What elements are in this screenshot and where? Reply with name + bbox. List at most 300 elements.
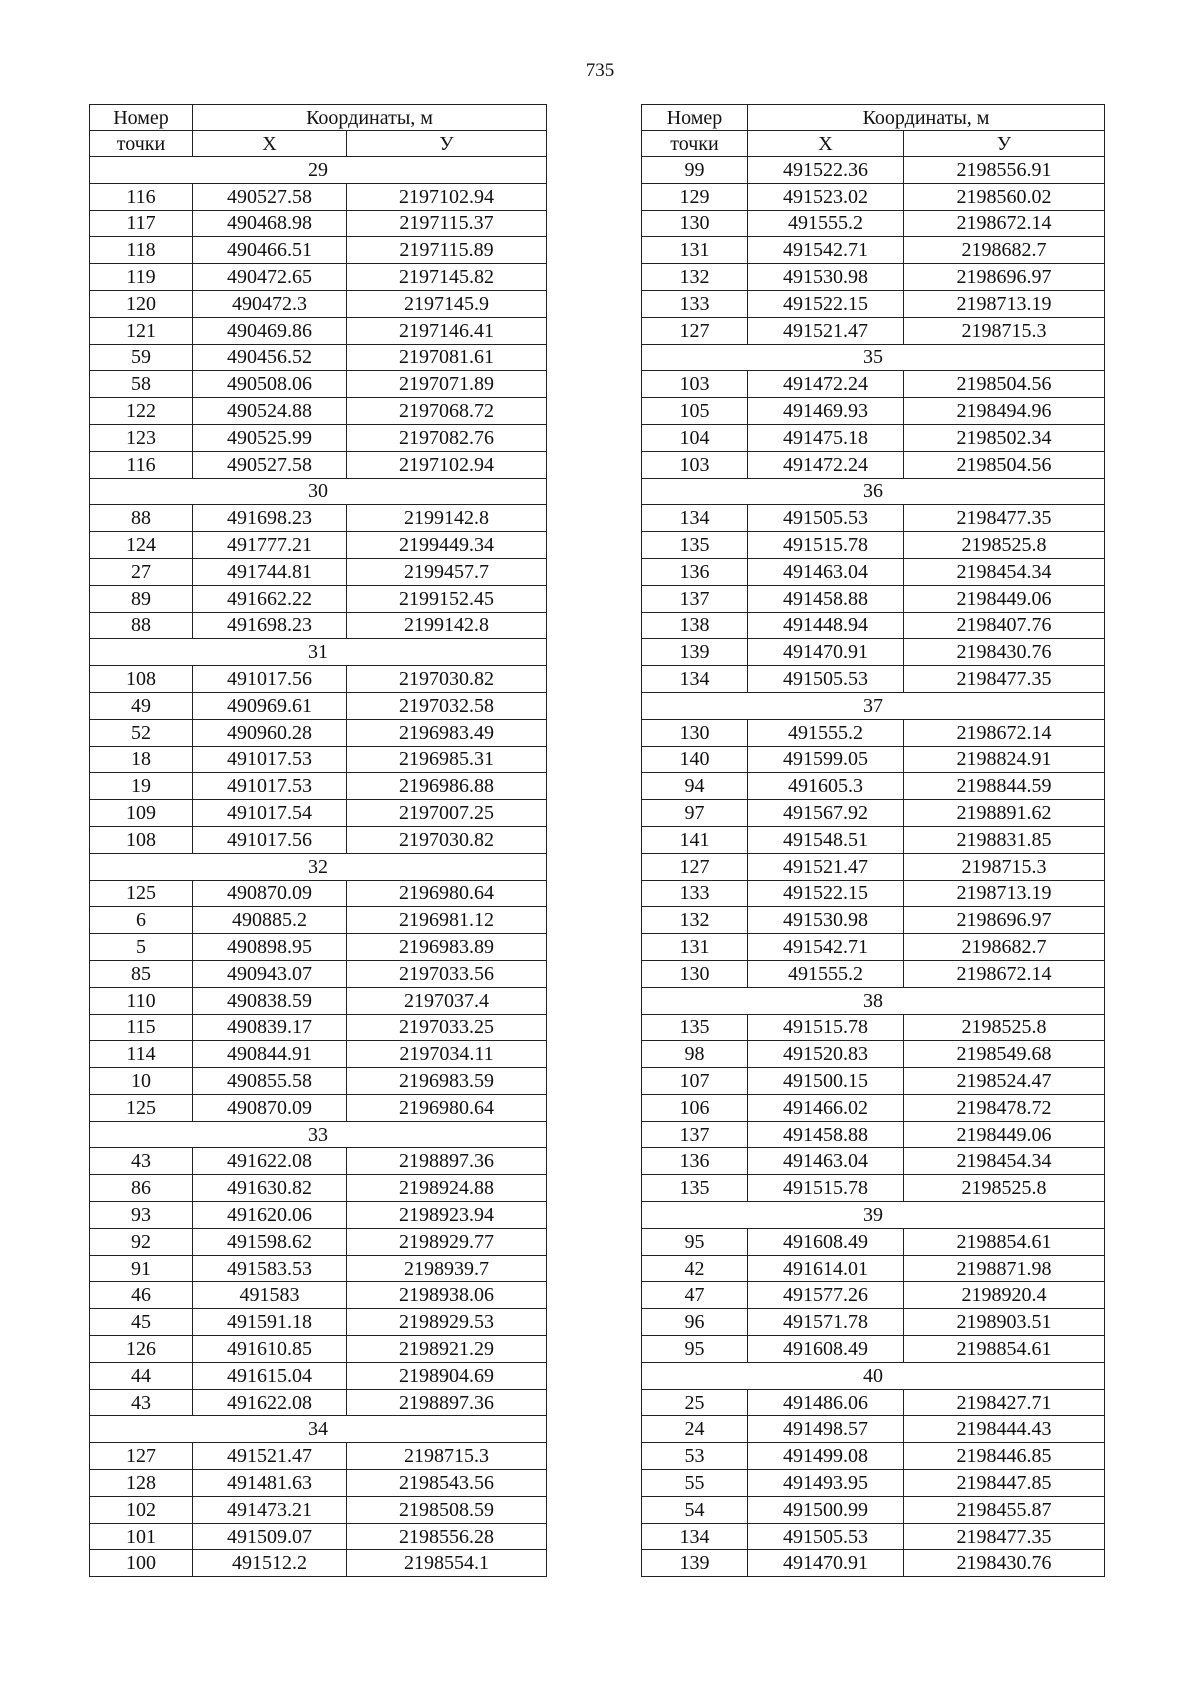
- point-number: 95: [642, 1336, 748, 1363]
- x-coordinate: 491515.78: [748, 1175, 904, 1202]
- x-coordinate: 491017.53: [193, 773, 347, 800]
- group-number: 31: [90, 639, 547, 666]
- y-coordinate: 2197145.82: [347, 264, 547, 291]
- x-coordinate: 491610.85: [193, 1336, 347, 1363]
- point-number: 89: [90, 585, 193, 612]
- x-coordinate: 490870.09: [193, 1094, 347, 1121]
- y-coordinate: 2199142.8: [347, 505, 547, 532]
- point-number: 93: [90, 1202, 193, 1229]
- table-row: [90, 1389, 547, 1416]
- group-header-row: [642, 987, 1105, 1014]
- point-number: 59: [90, 344, 193, 371]
- point-number: 139: [642, 1550, 748, 1577]
- table-row: [90, 692, 547, 719]
- x-coordinate: 491555.2: [748, 210, 904, 237]
- point-number: 138: [642, 612, 748, 639]
- point-number: 103: [642, 371, 748, 398]
- x-coordinate: 491521.47: [748, 853, 904, 880]
- point-number: 125: [90, 880, 193, 907]
- group-header-row: [90, 639, 547, 666]
- table-row: [642, 237, 1105, 264]
- y-coordinate: 2198449.06: [904, 1121, 1105, 1148]
- x-coordinate: 490885.2: [193, 907, 347, 934]
- table-row: [642, 264, 1105, 291]
- table-row: [642, 1282, 1105, 1309]
- x-coordinate: 491542.71: [748, 934, 904, 961]
- x-coordinate: 491458.88: [748, 585, 904, 612]
- table-row: [90, 451, 547, 478]
- group-number: 40: [642, 1362, 1105, 1389]
- y-coordinate: 2198713.19: [904, 880, 1105, 907]
- table-row: [642, 1148, 1105, 1175]
- x-coordinate: 491571.78: [748, 1309, 904, 1336]
- point-number: 134: [642, 666, 748, 693]
- x-coordinate: 491475.18: [748, 424, 904, 451]
- y-coordinate: 2198672.14: [904, 960, 1105, 987]
- x-coordinate: 491744.81: [193, 558, 347, 585]
- y-coordinate: 2197082.76: [347, 424, 547, 451]
- coordinates-table-left: [89, 104, 547, 1577]
- point-number: 103: [642, 451, 748, 478]
- point-number: 107: [642, 1068, 748, 1095]
- point-number: 27: [90, 558, 193, 585]
- point-number: 137: [642, 1121, 748, 1148]
- y-coordinate: 2198525.8: [904, 532, 1105, 559]
- table-row: [90, 1496, 547, 1523]
- y-coordinate: 2198444.43: [904, 1416, 1105, 1443]
- y-coordinate: 2197068.72: [347, 398, 547, 425]
- y-header: У: [347, 131, 547, 157]
- y-coordinate: 2197034.11: [347, 1041, 547, 1068]
- coords-header: Координаты, м: [748, 105, 1105, 131]
- header-row: [642, 131, 1105, 157]
- y-coordinate: 2196983.89: [347, 934, 547, 961]
- table-row: [90, 264, 547, 291]
- point-number: 132: [642, 907, 748, 934]
- y-coordinate: 2198508.59: [347, 1496, 547, 1523]
- table-row: [642, 1068, 1105, 1095]
- y-coordinate: 2198923.94: [347, 1202, 547, 1229]
- point-number: 132: [642, 264, 748, 291]
- table-row: [642, 639, 1105, 666]
- table-row: [642, 826, 1105, 853]
- x-coordinate: 490943.07: [193, 960, 347, 987]
- coords-header: Координаты, м: [193, 105, 547, 131]
- group-header-row: [90, 157, 547, 184]
- point-header: Номер: [90, 105, 193, 131]
- table-row: [642, 290, 1105, 317]
- table-row: [642, 585, 1105, 612]
- y-coordinate: 2198525.8: [904, 1175, 1105, 1202]
- y-coordinate: 2198871.98: [904, 1255, 1105, 1282]
- y-coordinate: 2198682.7: [904, 934, 1105, 961]
- x-coordinate: 491493.95: [748, 1470, 904, 1497]
- table-row: [642, 1228, 1105, 1255]
- point-number: 52: [90, 719, 193, 746]
- point-number: 99: [642, 157, 748, 184]
- y-coordinate: 2196980.64: [347, 880, 547, 907]
- x-coordinate: 491555.2: [748, 960, 904, 987]
- point-number: 124: [90, 532, 193, 559]
- table-row: [90, 1282, 547, 1309]
- x-coordinate: 491591.18: [193, 1309, 347, 1336]
- table-row: [90, 1068, 547, 1095]
- x-coordinate: 490466.51: [193, 237, 347, 264]
- y-coordinate: 2198713.19: [904, 290, 1105, 317]
- point-number: 134: [642, 1523, 748, 1550]
- point-number: 137: [642, 585, 748, 612]
- x-coordinate: 490472.65: [193, 264, 347, 291]
- table-row: [642, 934, 1105, 961]
- header-row: [90, 105, 547, 131]
- y-coordinate: 2198549.68: [904, 1041, 1105, 1068]
- table-row: [90, 1470, 547, 1497]
- point-number: 117: [90, 210, 193, 237]
- x-coordinate: 490525.99: [193, 424, 347, 451]
- point-number: 135: [642, 1014, 748, 1041]
- x-coordinate: 491515.78: [748, 1014, 904, 1041]
- x-coordinate: 490838.59: [193, 987, 347, 1014]
- point-number: 129: [642, 183, 748, 210]
- point-number: 108: [90, 666, 193, 693]
- x-coordinate: 491520.83: [748, 1041, 904, 1068]
- table-row: [90, 290, 547, 317]
- y-coordinate: 2197115.37: [347, 210, 547, 237]
- table-row: [90, 1175, 547, 1202]
- x-header: Х: [748, 131, 904, 157]
- table-row: [642, 398, 1105, 425]
- table-row: [90, 1550, 547, 1577]
- point-number: 115: [90, 1014, 193, 1041]
- table-row: [642, 183, 1105, 210]
- y-coordinate: 2198554.1: [347, 1550, 547, 1577]
- x-coordinate: 491466.02: [748, 1094, 904, 1121]
- y-coordinate: 2198929.53: [347, 1309, 547, 1336]
- table-row: [642, 666, 1105, 693]
- y-coordinate: 2198504.56: [904, 371, 1105, 398]
- point-number: 88: [90, 505, 193, 532]
- y-coordinate: 2198556.28: [347, 1523, 547, 1550]
- table-row: [642, 1496, 1105, 1523]
- point-number: 101: [90, 1523, 193, 1550]
- y-coordinate: 2198494.96: [904, 398, 1105, 425]
- y-coordinate: 2198854.61: [904, 1336, 1105, 1363]
- point-number: 96: [642, 1309, 748, 1336]
- group-header-row: [90, 1416, 547, 1443]
- point-number: 45: [90, 1309, 193, 1336]
- point-number: 108: [90, 826, 193, 853]
- point-header: точки: [642, 131, 748, 157]
- table-row: [90, 424, 547, 451]
- table-row: [90, 800, 547, 827]
- y-coordinate: 2196983.49: [347, 719, 547, 746]
- y-coordinate: 2198715.3: [347, 1443, 547, 1470]
- y-coordinate: 2198920.4: [904, 1282, 1105, 1309]
- table-row: [642, 1523, 1105, 1550]
- y-coordinate: 2198715.3: [904, 853, 1105, 880]
- table-row: [90, 344, 547, 371]
- x-coordinate: 491523.02: [748, 183, 904, 210]
- x-coordinate: 490844.91: [193, 1041, 347, 1068]
- point-number: 97: [642, 800, 748, 827]
- x-coordinate: 491473.21: [193, 1496, 347, 1523]
- table-row: [642, 1443, 1105, 1470]
- point-number: 126: [90, 1336, 193, 1363]
- table-row: [642, 773, 1105, 800]
- point-number: 121: [90, 317, 193, 344]
- y-coordinate: 2196981.12: [347, 907, 547, 934]
- y-coordinate: 2197102.94: [347, 183, 547, 210]
- point-number: 110: [90, 987, 193, 1014]
- y-coordinate: 2198891.62: [904, 800, 1105, 827]
- x-coordinate: 491470.91: [748, 1550, 904, 1577]
- x-coordinate: 491698.23: [193, 612, 347, 639]
- x-coordinate: 491577.26: [748, 1282, 904, 1309]
- table-row: [642, 1389, 1105, 1416]
- point-number: 135: [642, 532, 748, 559]
- y-coordinate: 2198407.76: [904, 612, 1105, 639]
- table-row: [90, 585, 547, 612]
- point-number: 116: [90, 183, 193, 210]
- x-coordinate: 491522.15: [748, 880, 904, 907]
- y-coordinate: 2198430.76: [904, 639, 1105, 666]
- point-number: 24: [642, 1416, 748, 1443]
- table-row: [90, 987, 547, 1014]
- x-header: Х: [193, 131, 347, 157]
- y-coordinate: 2197071.89: [347, 371, 547, 398]
- point-number: 102: [90, 1496, 193, 1523]
- y-coordinate: 2197032.58: [347, 692, 547, 719]
- y-coordinate: 2197115.89: [347, 237, 547, 264]
- x-coordinate: 490456.52: [193, 344, 347, 371]
- y-coordinate: 2198696.97: [904, 907, 1105, 934]
- x-coordinate: 491463.04: [748, 1148, 904, 1175]
- x-coordinate: 491448.94: [748, 612, 904, 639]
- y-header: У: [904, 131, 1105, 157]
- y-coordinate: 2197037.4: [347, 987, 547, 1014]
- y-coordinate: 2196985.31: [347, 746, 547, 773]
- table-row: [90, 773, 547, 800]
- point-number: 95: [642, 1228, 748, 1255]
- table-row: [90, 1523, 547, 1550]
- x-coordinate: 490527.58: [193, 183, 347, 210]
- point-header: Номер: [642, 105, 748, 131]
- x-coordinate: 491017.53: [193, 746, 347, 773]
- table-row: [90, 1014, 547, 1041]
- x-coordinate: 491548.51: [748, 826, 904, 853]
- point-number: 136: [642, 1148, 748, 1175]
- y-coordinate: 2199449.34: [347, 532, 547, 559]
- point-number: 133: [642, 290, 748, 317]
- y-coordinate: 2198844.59: [904, 773, 1105, 800]
- table-row: [642, 800, 1105, 827]
- y-coordinate: 2199152.45: [347, 585, 547, 612]
- x-coordinate: 491583.53: [193, 1255, 347, 1282]
- y-coordinate: 2197030.82: [347, 666, 547, 693]
- y-coordinate: 2198696.97: [904, 264, 1105, 291]
- point-number: 42: [642, 1255, 748, 1282]
- y-coordinate: 2197102.94: [347, 451, 547, 478]
- y-coordinate: 2198455.87: [904, 1496, 1105, 1523]
- point-number: 114: [90, 1041, 193, 1068]
- x-coordinate: 491498.57: [748, 1416, 904, 1443]
- x-coordinate: 491530.98: [748, 907, 904, 934]
- point-number: 116: [90, 451, 193, 478]
- y-coordinate: 2197033.25: [347, 1014, 547, 1041]
- x-coordinate: 491662.22: [193, 585, 347, 612]
- table-row: [642, 1175, 1105, 1202]
- x-coordinate: 490839.17: [193, 1014, 347, 1041]
- point-number: 46: [90, 1282, 193, 1309]
- x-coordinate: 491630.82: [193, 1175, 347, 1202]
- x-coordinate: 491505.53: [748, 666, 904, 693]
- table-row: [642, 210, 1105, 237]
- table-row: [642, 1094, 1105, 1121]
- point-number: 86: [90, 1175, 193, 1202]
- table-row: [642, 371, 1105, 398]
- x-coordinate: 491522.36: [748, 157, 904, 184]
- point-number: 127: [642, 853, 748, 880]
- point-number: 122: [90, 398, 193, 425]
- table-row: [90, 1148, 547, 1175]
- y-coordinate: 2198560.02: [904, 183, 1105, 210]
- table-row: [90, 1443, 547, 1470]
- x-coordinate: 491500.99: [748, 1496, 904, 1523]
- page-number: 735: [585, 60, 615, 81]
- x-coordinate: 490468.98: [193, 210, 347, 237]
- table-row: [642, 960, 1105, 987]
- y-coordinate: 2198897.36: [347, 1389, 547, 1416]
- x-coordinate: 491530.98: [748, 264, 904, 291]
- x-coordinate: 491608.49: [748, 1228, 904, 1255]
- point-number: 109: [90, 800, 193, 827]
- table-row: [642, 612, 1105, 639]
- point-number: 55: [642, 1470, 748, 1497]
- point-number: 5: [90, 934, 193, 961]
- group-number: 39: [642, 1202, 1105, 1229]
- group-number: 37: [642, 692, 1105, 719]
- table-row: [90, 371, 547, 398]
- x-coordinate: 491555.2: [748, 719, 904, 746]
- table-row: [642, 746, 1105, 773]
- header-row: [642, 105, 1105, 131]
- x-coordinate: 491463.04: [748, 558, 904, 585]
- group-header-row: [642, 344, 1105, 371]
- coordinates-table-right: [641, 104, 1105, 1577]
- y-coordinate: 2196983.59: [347, 1068, 547, 1095]
- y-coordinate: 2198824.91: [904, 746, 1105, 773]
- x-coordinate: 491777.21: [193, 532, 347, 559]
- group-number: 36: [642, 478, 1105, 505]
- point-number: 130: [642, 960, 748, 987]
- y-coordinate: 2198929.77: [347, 1228, 547, 1255]
- table-row: [642, 1121, 1105, 1148]
- header-row: [90, 131, 547, 157]
- table-row: [90, 934, 547, 961]
- x-coordinate: 491472.24: [748, 451, 904, 478]
- group-number: 30: [90, 478, 547, 505]
- table-row: [90, 746, 547, 773]
- x-coordinate: 491481.63: [193, 1470, 347, 1497]
- x-coordinate: 491486.06: [748, 1389, 904, 1416]
- y-coordinate: 2198502.34: [904, 424, 1105, 451]
- point-number: 127: [642, 317, 748, 344]
- x-coordinate: 491522.15: [748, 290, 904, 317]
- point-number: 136: [642, 558, 748, 585]
- x-coordinate: 491567.92: [748, 800, 904, 827]
- point-number: 130: [642, 210, 748, 237]
- x-coordinate: 491598.62: [193, 1228, 347, 1255]
- point-number: 123: [90, 424, 193, 451]
- point-number: 141: [642, 826, 748, 853]
- table-row: [90, 1228, 547, 1255]
- y-coordinate: 2197007.25: [347, 800, 547, 827]
- table-row: [90, 1202, 547, 1229]
- x-coordinate: 491698.23: [193, 505, 347, 532]
- table-row: [642, 853, 1105, 880]
- table-row: [642, 505, 1105, 532]
- x-coordinate: 491521.47: [193, 1443, 347, 1470]
- table-row: [90, 317, 547, 344]
- y-coordinate: 2198939.7: [347, 1255, 547, 1282]
- point-number: 104: [642, 424, 748, 451]
- x-coordinate: 490472.3: [193, 290, 347, 317]
- group-header-row: [90, 478, 547, 505]
- point-number: 119: [90, 264, 193, 291]
- y-coordinate: 2198556.91: [904, 157, 1105, 184]
- x-coordinate: 490524.88: [193, 398, 347, 425]
- y-coordinate: 2198897.36: [347, 1148, 547, 1175]
- table-row: [90, 1094, 547, 1121]
- point-number: 100: [90, 1550, 193, 1577]
- table-row: [90, 532, 547, 559]
- table-row: [642, 1416, 1105, 1443]
- x-coordinate: 490469.86: [193, 317, 347, 344]
- group-header-row: [90, 1121, 547, 1148]
- table-row: [642, 1550, 1105, 1577]
- point-number: 18: [90, 746, 193, 773]
- y-coordinate: 2197146.41: [347, 317, 547, 344]
- y-coordinate: 2197033.56: [347, 960, 547, 987]
- point-number: 94: [642, 773, 748, 800]
- point-number: 44: [90, 1362, 193, 1389]
- y-coordinate: 2199457.7: [347, 558, 547, 585]
- y-coordinate: 2198477.35: [904, 1523, 1105, 1550]
- table-row: [90, 960, 547, 987]
- point-number: 6: [90, 907, 193, 934]
- point-number: 140: [642, 746, 748, 773]
- y-coordinate: 2198831.85: [904, 826, 1105, 853]
- group-number: 32: [90, 853, 547, 880]
- point-number: 92: [90, 1228, 193, 1255]
- table-row: [90, 826, 547, 853]
- table-row: [90, 1336, 547, 1363]
- group-header-row: [642, 692, 1105, 719]
- x-coordinate: 490969.61: [193, 692, 347, 719]
- group-header-row: [642, 478, 1105, 505]
- table-row: [90, 1309, 547, 1336]
- table-row: [90, 666, 547, 693]
- point-number: 131: [642, 237, 748, 264]
- point-number: 53: [642, 1443, 748, 1470]
- y-coordinate: 2197145.9: [347, 290, 547, 317]
- y-coordinate: 2198446.85: [904, 1443, 1105, 1470]
- point-number: 131: [642, 934, 748, 961]
- point-number: 47: [642, 1282, 748, 1309]
- table-row: [90, 612, 547, 639]
- table-row: [642, 1336, 1105, 1363]
- y-coordinate: 2198477.35: [904, 666, 1105, 693]
